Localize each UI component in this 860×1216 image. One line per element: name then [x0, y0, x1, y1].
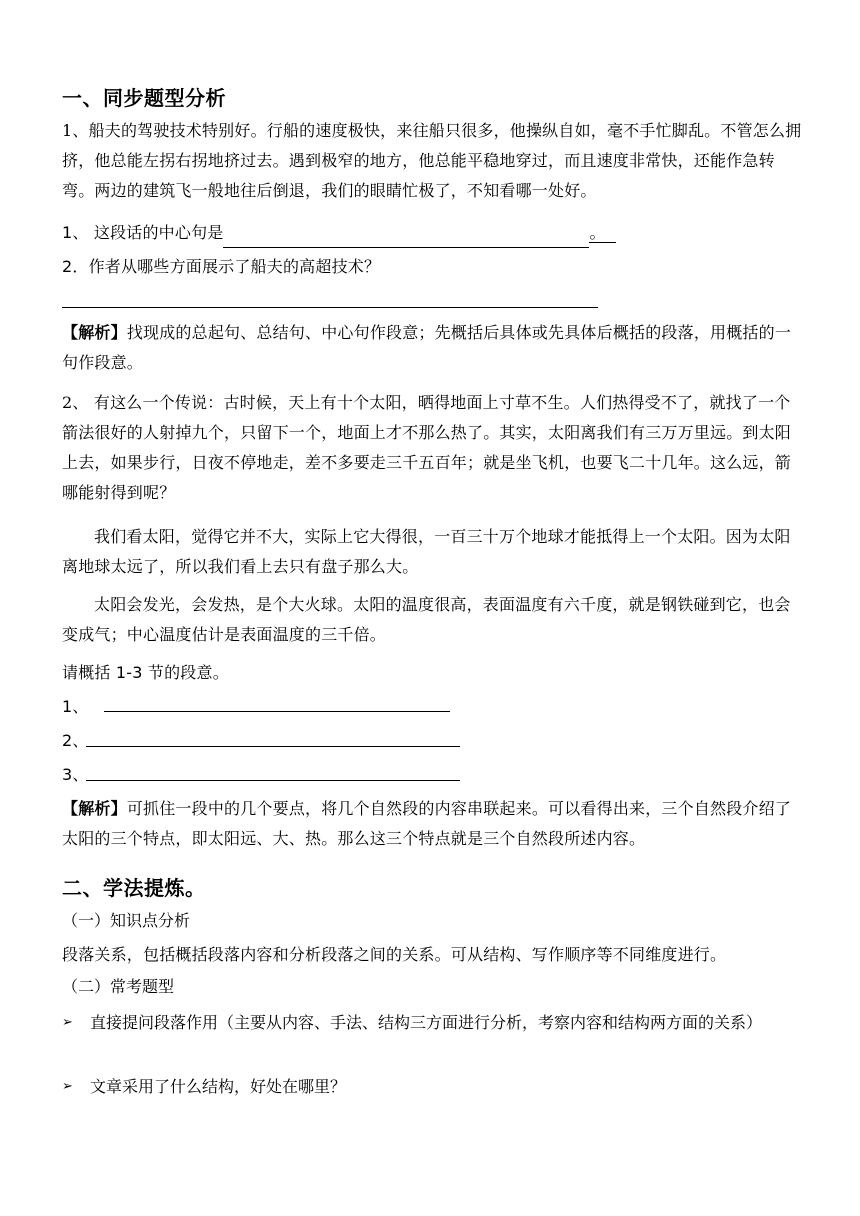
subsection-1-text: 段落关系，包括概括段落内容和分析段落之间的关系。可从结构、写作顺序等不同维度进行。: [62, 945, 727, 964]
q1-item-1-suffix: 。: [589, 223, 615, 243]
q2-paragraph-2: 我们看太阳，觉得它并不大，实际上它大得很，一百三十万个地球才能抵得上一个太阳。因为太阳离地球太远了，所以我们看上去只有盘子那么大。: [62, 527, 791, 576]
section-2-title: 二、学法提炼。: [62, 876, 206, 900]
q1-answer-blank-1[interactable]: [223, 229, 589, 248]
bullet-item-2: [62, 1072, 802, 1102]
q2-blank-row-3: [62, 760, 802, 790]
analysis-2-text: 可抓住一段中的几个要点，将几个自然段的内容串联起来。可以看得出来，三个自然段介绍了太阳的三个特点，即太阳远、大、热。那么这三个特点就是三个自然段所述内容。: [62, 799, 792, 848]
bullet-item-2-text: 文章采用了什么结构，好处在哪里？: [90, 1077, 347, 1096]
q2-paragraph-1: 2、 有这么一个传说：古时候，天上有十个太阳，晒得地面上寸草不生。人们热得受不了，就找了一个箭法很好的人射掉九个，只留下一个，地面上才不那么热了。其实，太阳离我们有三万万里远。到太阳上去，如果步行，日夜不停地走，差不多要走三千五百年；就是坐飞机，也要飞二十几年。这么远，箭哪能射得到呢？: [62, 393, 792, 502]
q1-answer-line-2[interactable]: [62, 307, 598, 308]
q2-prompt: 请概括 1-3 节的段意。: [62, 663, 229, 682]
section-1-title: 一、同步题型分析: [62, 86, 226, 110]
q1-item-2: 2．作者从哪些方面展示了船夫的高超技术？: [62, 257, 381, 276]
subsection-1-title: （一）知识点分析: [62, 911, 191, 930]
q2-blank-3-label: 3、: [62, 765, 89, 784]
q2-paragraph-3: 太阳会发光，会发热，是个大火球。太阳的温度很高，表面温度有六千度，就是钢铁碰到它，也会变成气；中心温度估计是表面温度的三千倍。: [62, 595, 791, 644]
q1-item-1-prefix: 1、 这段话的中心句是: [62, 223, 224, 242]
analysis-1: [62, 318, 802, 378]
subsection-2-title: （二）常考题型: [62, 977, 175, 996]
analysis-1-text: 找现成的总起句、总结句、中心句作段意；先概括后具体或先具体后概括的段落，用概括的一句作段意。: [62, 323, 792, 372]
q2-blank-2-label: 2、: [62, 731, 89, 750]
arrow-bullet-icon: ➢: [62, 1079, 73, 1094]
bullet-item-1: [62, 1008, 802, 1038]
q2-answer-line-1[interactable]: [104, 711, 450, 712]
q2-blank-1-label: 1、: [62, 697, 89, 716]
q2-answer-line-2[interactable]: [86, 746, 460, 747]
bullet-item-1-text: 直接提问段落作用（主要从内容、手法、结构三方面进行分析，考察内容和结构两方面的关系）: [90, 1013, 763, 1032]
q2-blank-row-1: [62, 692, 802, 722]
q1-passage: 1、船夫的驾驶技术特别好。行船的速度极快，来往船只很多，他操纵自如，毫不手忙脚乱。不管怎么拥挤，他总能左拐右拐地挤过去。遇到极窄的地方，他总能平稳地穿过，而且速度非常快，还能作急转弯。两边的建筑飞一般地往后倒退，我们的眼睛忙极了，不知看哪一处好。: [62, 121, 802, 200]
analysis-1-tag: 【解析】: [62, 323, 127, 342]
analysis-2: [62, 794, 802, 854]
q2-answer-line-3[interactable]: [86, 780, 460, 781]
q2-blank-row-2: [62, 726, 802, 756]
q1-item-1: [62, 218, 802, 248]
arrow-bullet-icon: ➢: [62, 1015, 73, 1030]
analysis-2-tag: 【解析】: [62, 799, 127, 818]
